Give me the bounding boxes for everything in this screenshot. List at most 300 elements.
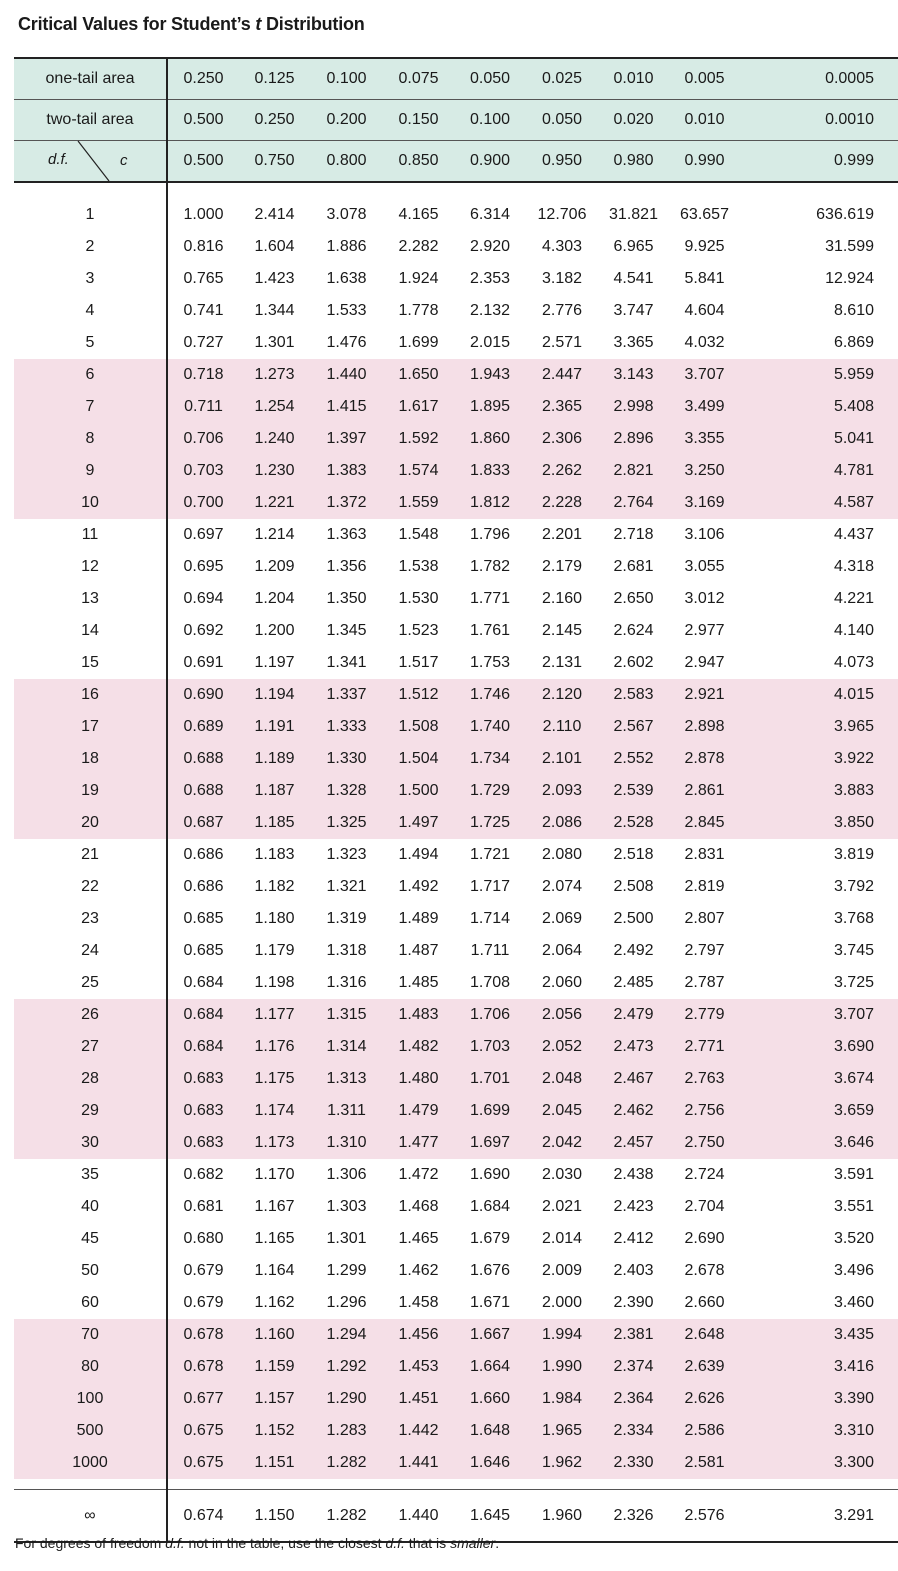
- value-cell: 1.994: [526, 1319, 598, 1351]
- value-cell: 6.965: [613, 238, 654, 255]
- value-cell: 1.337: [310, 679, 383, 711]
- value-cell: 0.690: [167, 679, 239, 711]
- header-value: 0.980: [598, 141, 669, 183]
- table-row: [14, 967, 898, 999]
- table-row: [14, 519, 898, 551]
- value-cell: 2.704: [684, 1198, 725, 1215]
- header-value: 0.020: [598, 100, 669, 141]
- value-cell: 1.189: [239, 743, 310, 775]
- value-cell: 0.703: [167, 455, 239, 487]
- value-cell: 2.132: [469, 302, 511, 319]
- spacer-cell: [383, 1479, 454, 1490]
- c-label: c: [120, 152, 128, 169]
- df-cell: 45: [14, 1223, 167, 1255]
- value-cell: 2.947: [684, 654, 725, 671]
- value-cell: 1.886: [326, 238, 367, 255]
- spacer-cell: [526, 182, 598, 199]
- table-row: [14, 935, 898, 967]
- value-cell: 2.014: [541, 1230, 583, 1247]
- value-cell: 2.045: [526, 1095, 598, 1127]
- value-cell: 4.303: [541, 238, 583, 255]
- value-cell: 1.703: [454, 1031, 526, 1063]
- value-cell: 2.330: [598, 1447, 669, 1479]
- value-cell: 0.683: [167, 1095, 239, 1127]
- table-row: [14, 327, 898, 359]
- value-cell: 2.030: [541, 1166, 583, 1183]
- value-cell: 1.924: [398, 270, 439, 287]
- table-row: [14, 775, 898, 807]
- header-value: 0.075: [383, 58, 454, 100]
- value-cell: 1.341: [326, 654, 367, 671]
- value-cell: 4.221: [833, 590, 874, 607]
- value-cell: 1.179: [254, 942, 295, 959]
- table-row: [14, 1415, 898, 1447]
- df-cell: 19: [14, 775, 167, 807]
- df-cell: 30: [14, 1127, 167, 1159]
- header-value: 0.005: [669, 58, 740, 100]
- value-cell: 2.583: [598, 679, 669, 711]
- value-cell: 5.408: [740, 391, 898, 423]
- value-cell: 1.468: [398, 1198, 439, 1215]
- value-cell: 1.512: [383, 679, 454, 711]
- value-cell: 1.316: [326, 974, 367, 991]
- df-cell: 24: [14, 935, 167, 967]
- value-cell: 2.678: [684, 1262, 725, 1279]
- df-cell: 12: [14, 551, 167, 583]
- value-cell: 3.707: [669, 359, 740, 391]
- value-cell: 1.363: [326, 526, 367, 543]
- value-cell: 4.165: [398, 206, 439, 223]
- table-row: [14, 711, 898, 743]
- value-cell: 2.145: [541, 622, 583, 639]
- df-cell: 80: [14, 1351, 167, 1383]
- value-cell: 2.718: [613, 526, 654, 543]
- header-value: 0.025: [526, 58, 598, 100]
- value-cell: 1.782: [469, 558, 511, 575]
- value-cell: 2.518: [613, 846, 654, 863]
- value-cell: 2.160: [541, 590, 583, 607]
- table-row: [14, 871, 898, 903]
- df-cell: 13: [14, 583, 167, 615]
- table-row: [14, 1063, 898, 1095]
- value-cell: 2.282: [398, 238, 439, 255]
- value-cell: 1.170: [254, 1166, 295, 1183]
- value-cell: 2.179: [541, 558, 583, 575]
- value-cell: 3.355: [669, 423, 740, 455]
- value-cell: 2.447: [526, 359, 598, 391]
- value-cell: 2.878: [669, 743, 740, 775]
- value-cell: 1.456: [383, 1319, 454, 1351]
- value-cell: 1.301: [254, 334, 295, 351]
- table-row: [14, 1223, 898, 1255]
- value-cell: 3.725: [833, 974, 874, 991]
- value-cell: 1.699: [454, 1095, 526, 1127]
- header-value: 0.050: [526, 100, 598, 141]
- df-cell: 100: [14, 1383, 167, 1415]
- header-value: 0.250: [239, 100, 310, 141]
- value-cell: 2.423: [613, 1198, 654, 1215]
- value-cell: 2.365: [526, 391, 598, 423]
- value-cell: 1.485: [398, 974, 439, 991]
- value-cell: 1.480: [383, 1063, 454, 1095]
- value-cell: 3.106: [684, 526, 725, 543]
- value-cell: 4.140: [833, 622, 874, 639]
- value-cell: 1.282: [310, 1447, 383, 1479]
- value-cell: 1.314: [310, 1031, 383, 1063]
- value-cell: 2.750: [669, 1127, 740, 1159]
- table-row: [14, 583, 898, 615]
- value-cell: 3.055: [684, 558, 725, 575]
- spacer-cell: [454, 1479, 526, 1490]
- value-cell: 1.315: [310, 999, 383, 1031]
- spacer-cell: [239, 182, 310, 199]
- value-cell: 0.680: [183, 1230, 224, 1247]
- value-cell: 1.604: [254, 238, 295, 255]
- header-value: 0.200: [310, 100, 383, 141]
- value-cell: 8.610: [833, 302, 874, 319]
- value-cell: 0.675: [167, 1447, 239, 1479]
- value-cell: 3.850: [740, 807, 898, 839]
- df-cell: 14: [14, 615, 167, 647]
- df-c-header: [14, 141, 166, 181]
- df-cell: 20: [14, 807, 167, 839]
- value-cell: 3.690: [740, 1031, 898, 1063]
- table-row: [14, 1095, 898, 1127]
- value-cell: 2.586: [669, 1415, 740, 1447]
- header-value: 0.250: [167, 58, 239, 100]
- value-cell: 1.476: [326, 334, 367, 351]
- value-cell: 1.191: [239, 711, 310, 743]
- value-cell: 2.015: [469, 334, 511, 351]
- value-cell: 31.821: [609, 206, 658, 223]
- value-cell: 0.674: [167, 1490, 239, 1543]
- table-row: [14, 1255, 898, 1287]
- value-cell: 1.383: [310, 455, 383, 487]
- value-cell: 0.683: [167, 1127, 239, 1159]
- value-cell: 2.492: [613, 942, 654, 959]
- value-cell: 1.664: [454, 1351, 526, 1383]
- header-value: 0.050: [454, 58, 526, 100]
- value-cell: 2.998: [598, 391, 669, 423]
- value-cell: 2.086: [526, 807, 598, 839]
- value-cell: 1.164: [254, 1262, 295, 1279]
- value-cell: 1.699: [398, 334, 439, 351]
- df-cell: 26: [14, 999, 167, 1031]
- value-cell: 2.581: [669, 1447, 740, 1479]
- table-row: [14, 1351, 898, 1383]
- value-cell: 6.314: [469, 206, 511, 223]
- value-cell: 1.313: [310, 1063, 383, 1095]
- value-cell: 2.724: [684, 1166, 725, 1183]
- table-row: [14, 679, 898, 711]
- value-cell: 1.746: [454, 679, 526, 711]
- value-cell: 1.294: [310, 1319, 383, 1351]
- value-cell: 2.457: [598, 1127, 669, 1159]
- value-cell: 2.438: [613, 1166, 654, 1183]
- value-cell: 2.056: [526, 999, 598, 1031]
- df-cell: 35: [14, 1159, 167, 1191]
- value-cell: 1.197: [254, 654, 295, 671]
- value-cell: 1.345: [326, 622, 367, 639]
- value-cell: 2.681: [613, 558, 654, 575]
- table-title: Critical Values for Student’s t Distribution: [18, 14, 365, 34]
- value-cell: 1.318: [326, 942, 367, 959]
- value-cell: 2.797: [684, 942, 725, 959]
- value-cell: 1.465: [398, 1230, 439, 1247]
- df-cell: 60: [14, 1287, 167, 1319]
- value-cell: 1.965: [526, 1415, 598, 1447]
- value-cell: 4.587: [740, 487, 898, 519]
- value-cell: 1.494: [398, 846, 439, 863]
- value-cell: 1.214: [254, 526, 295, 543]
- value-cell: 1.273: [239, 359, 310, 391]
- table-row: [14, 903, 898, 935]
- value-cell: 12.706: [537, 206, 587, 223]
- value-cell: 3.496: [833, 1262, 874, 1279]
- table-row: [14, 295, 898, 327]
- table-row: [14, 743, 898, 775]
- value-cell: 1.638: [326, 270, 367, 287]
- value-cell: 1.492: [398, 878, 439, 895]
- value-cell: 2.326: [598, 1490, 669, 1543]
- spacer-cell: [310, 182, 383, 199]
- value-cell: 1.185: [239, 807, 310, 839]
- df-cell: 7: [14, 391, 167, 423]
- value-cell: 2.821: [598, 455, 669, 487]
- critical-values-table: [14, 57, 898, 1543]
- value-cell: 0.679: [183, 1262, 224, 1279]
- value-cell: 1.517: [398, 654, 439, 671]
- spacer-row: [14, 1479, 898, 1490]
- value-cell: 1.574: [383, 455, 454, 487]
- header-value: 0.0010: [740, 100, 898, 141]
- value-cell: 1.177: [239, 999, 310, 1031]
- value-cell: 1.415: [310, 391, 383, 423]
- value-cell: 2.069: [541, 910, 583, 927]
- value-cell: 1.333: [310, 711, 383, 743]
- value-cell: 2.334: [598, 1415, 669, 1447]
- value-cell: 5.841: [684, 270, 725, 287]
- value-cell: 3.792: [833, 878, 874, 895]
- value-cell: 1.328: [310, 775, 383, 807]
- spacer-cell: [454, 182, 526, 199]
- value-cell: 1.423: [254, 270, 295, 287]
- value-cell: 1.646: [454, 1447, 526, 1479]
- value-cell: 3.591: [833, 1166, 874, 1183]
- value-cell: 1.753: [469, 654, 511, 671]
- df-cell: 1000: [14, 1447, 167, 1479]
- value-cell: 2.807: [684, 910, 725, 927]
- table-row: [14, 359, 898, 391]
- value-cell: 1.472: [398, 1166, 439, 1183]
- value-cell: 3.078: [326, 206, 367, 223]
- value-cell: 1.725: [454, 807, 526, 839]
- value-cell: 1.679: [469, 1230, 511, 1247]
- value-cell: 1.440: [310, 359, 383, 391]
- diagonal-divider-icon: [14, 141, 167, 181]
- value-cell: 1.706: [454, 999, 526, 1031]
- value-cell: 1.151: [239, 1447, 310, 1479]
- value-cell: 1.895: [454, 391, 526, 423]
- table-row: [14, 999, 898, 1031]
- value-cell: 1.350: [326, 590, 367, 607]
- value-cell: 1.204: [254, 590, 295, 607]
- value-cell: 0.741: [183, 302, 224, 319]
- value-cell: 12.924: [825, 270, 874, 287]
- value-cell: 0.684: [167, 1031, 239, 1063]
- value-cell: 1.708: [469, 974, 511, 991]
- value-cell: 2.977: [684, 622, 725, 639]
- df-c-header-cell: [14, 141, 167, 183]
- value-cell: 0.684: [167, 999, 239, 1031]
- value-cell: 0.700: [167, 487, 239, 519]
- value-cell: 3.143: [598, 359, 669, 391]
- df-cell: 5: [14, 327, 167, 359]
- value-cell: 1.497: [383, 807, 454, 839]
- value-cell: 1.152: [239, 1415, 310, 1447]
- value-cell: 2.500: [613, 910, 654, 927]
- value-cell: 2.064: [541, 942, 583, 959]
- value-cell: 1.458: [398, 1294, 439, 1311]
- value-cell: 1.283: [310, 1415, 383, 1447]
- value-cell: 1.697: [454, 1127, 526, 1159]
- value-cell: 2.048: [526, 1063, 598, 1095]
- df-cell: 28: [14, 1063, 167, 1095]
- value-cell: 2.650: [613, 590, 654, 607]
- value-cell: 0.678: [167, 1351, 239, 1383]
- value-cell: 1.645: [454, 1490, 526, 1543]
- header-value: 0.125: [239, 58, 310, 100]
- value-cell: 3.169: [669, 487, 740, 519]
- value-cell: 2.009: [541, 1262, 583, 1279]
- value-cell: 2.861: [669, 775, 740, 807]
- value-cell: 0.684: [183, 974, 224, 991]
- table-row: [14, 1031, 898, 1063]
- value-cell: 1.796: [469, 526, 511, 543]
- value-cell: 2.381: [598, 1319, 669, 1351]
- header-row: [14, 100, 898, 141]
- value-cell: 0.683: [167, 1063, 239, 1095]
- value-cell: 0.689: [167, 711, 239, 743]
- table-row: [14, 423, 898, 455]
- value-cell: 2.831: [684, 846, 725, 863]
- value-cell: 1.200: [254, 622, 295, 639]
- value-cell: 4.073: [833, 654, 874, 671]
- table-row: [14, 263, 898, 295]
- value-cell: 3.965: [740, 711, 898, 743]
- value-cell: 636.619: [816, 206, 874, 223]
- value-cell: 1.962: [526, 1447, 598, 1479]
- value-cell: 1.301: [326, 1230, 367, 1247]
- df-cell: 22: [14, 871, 167, 903]
- value-cell: 2.060: [541, 974, 583, 991]
- value-cell: 2.571: [541, 334, 583, 351]
- value-cell: 3.745: [833, 942, 874, 959]
- value-cell: 3.646: [740, 1127, 898, 1159]
- value-cell: 4.032: [684, 334, 725, 351]
- df-cell: 2: [14, 231, 167, 263]
- value-cell: 1.729: [454, 775, 526, 807]
- spacer-cell: [669, 1479, 740, 1490]
- value-cell: 0.695: [183, 558, 224, 575]
- df-cell: ∞: [14, 1490, 167, 1543]
- spacer-cell: [598, 182, 669, 199]
- value-cell: 2.576: [669, 1490, 740, 1543]
- value-cell: 3.300: [740, 1447, 898, 1479]
- value-cell: 1.483: [383, 999, 454, 1031]
- value-cell: 0.675: [167, 1415, 239, 1447]
- value-cell: 0.694: [183, 590, 224, 607]
- value-cell: 6.869: [833, 334, 874, 351]
- value-cell: 1.990: [526, 1351, 598, 1383]
- value-cell: 2.110: [526, 711, 598, 743]
- spacer-cell: [526, 1479, 598, 1490]
- value-cell: 1.182: [254, 878, 295, 895]
- value-cell: 0.718: [167, 359, 239, 391]
- value-cell: 1.173: [239, 1127, 310, 1159]
- value-cell: 1.684: [469, 1198, 511, 1215]
- spacer-cell: [167, 182, 239, 199]
- table-row: [14, 615, 898, 647]
- value-cell: 2.131: [541, 654, 583, 671]
- value-cell: 1.504: [383, 743, 454, 775]
- value-cell: 3.012: [684, 590, 725, 607]
- header-value: 0.100: [310, 58, 383, 100]
- value-cell: 1.650: [383, 359, 454, 391]
- table-row: [14, 487, 898, 519]
- value-cell: 0.685: [183, 942, 224, 959]
- header-row: [14, 58, 898, 100]
- value-cell: 2.764: [598, 487, 669, 519]
- table-row: [14, 1127, 898, 1159]
- value-cell: 1.441: [383, 1447, 454, 1479]
- value-cell: 1.592: [383, 423, 454, 455]
- spacer-cell: [669, 182, 740, 199]
- header-row: [14, 141, 898, 183]
- value-cell: 1.771: [469, 590, 511, 607]
- df-label: d.f.: [48, 151, 69, 168]
- value-cell: 1.254: [239, 391, 310, 423]
- df-cell: 10: [14, 487, 167, 519]
- value-cell: 1.325: [310, 807, 383, 839]
- table-row: [14, 807, 898, 839]
- value-cell: 1.292: [310, 1351, 383, 1383]
- value-cell: 2.898: [669, 711, 740, 743]
- value-cell: 1.500: [383, 775, 454, 807]
- header-value: 0.900: [454, 141, 526, 183]
- value-cell: 2.508: [613, 878, 654, 895]
- value-cell: 0.685: [183, 910, 224, 927]
- value-cell: 1.194: [239, 679, 310, 711]
- value-cell: 2.776: [541, 302, 583, 319]
- spacer-cell: [740, 1479, 898, 1490]
- header-value: 0.850: [383, 141, 454, 183]
- value-cell: 1.306: [326, 1166, 367, 1183]
- value-cell: 3.435: [740, 1319, 898, 1351]
- value-cell: 2.896: [598, 423, 669, 455]
- header-value: 0.150: [383, 100, 454, 141]
- value-cell: 0.692: [183, 622, 224, 639]
- value-cell: 3.707: [740, 999, 898, 1031]
- value-cell: 1.157: [239, 1383, 310, 1415]
- value-cell: 3.460: [833, 1294, 874, 1311]
- df-cell: 11: [14, 519, 167, 551]
- value-cell: 0.727: [183, 334, 224, 351]
- df-cell: 16: [14, 679, 167, 711]
- value-cell: 1.740: [454, 711, 526, 743]
- value-cell: 2.921: [669, 679, 740, 711]
- value-cell: 0.686: [183, 846, 224, 863]
